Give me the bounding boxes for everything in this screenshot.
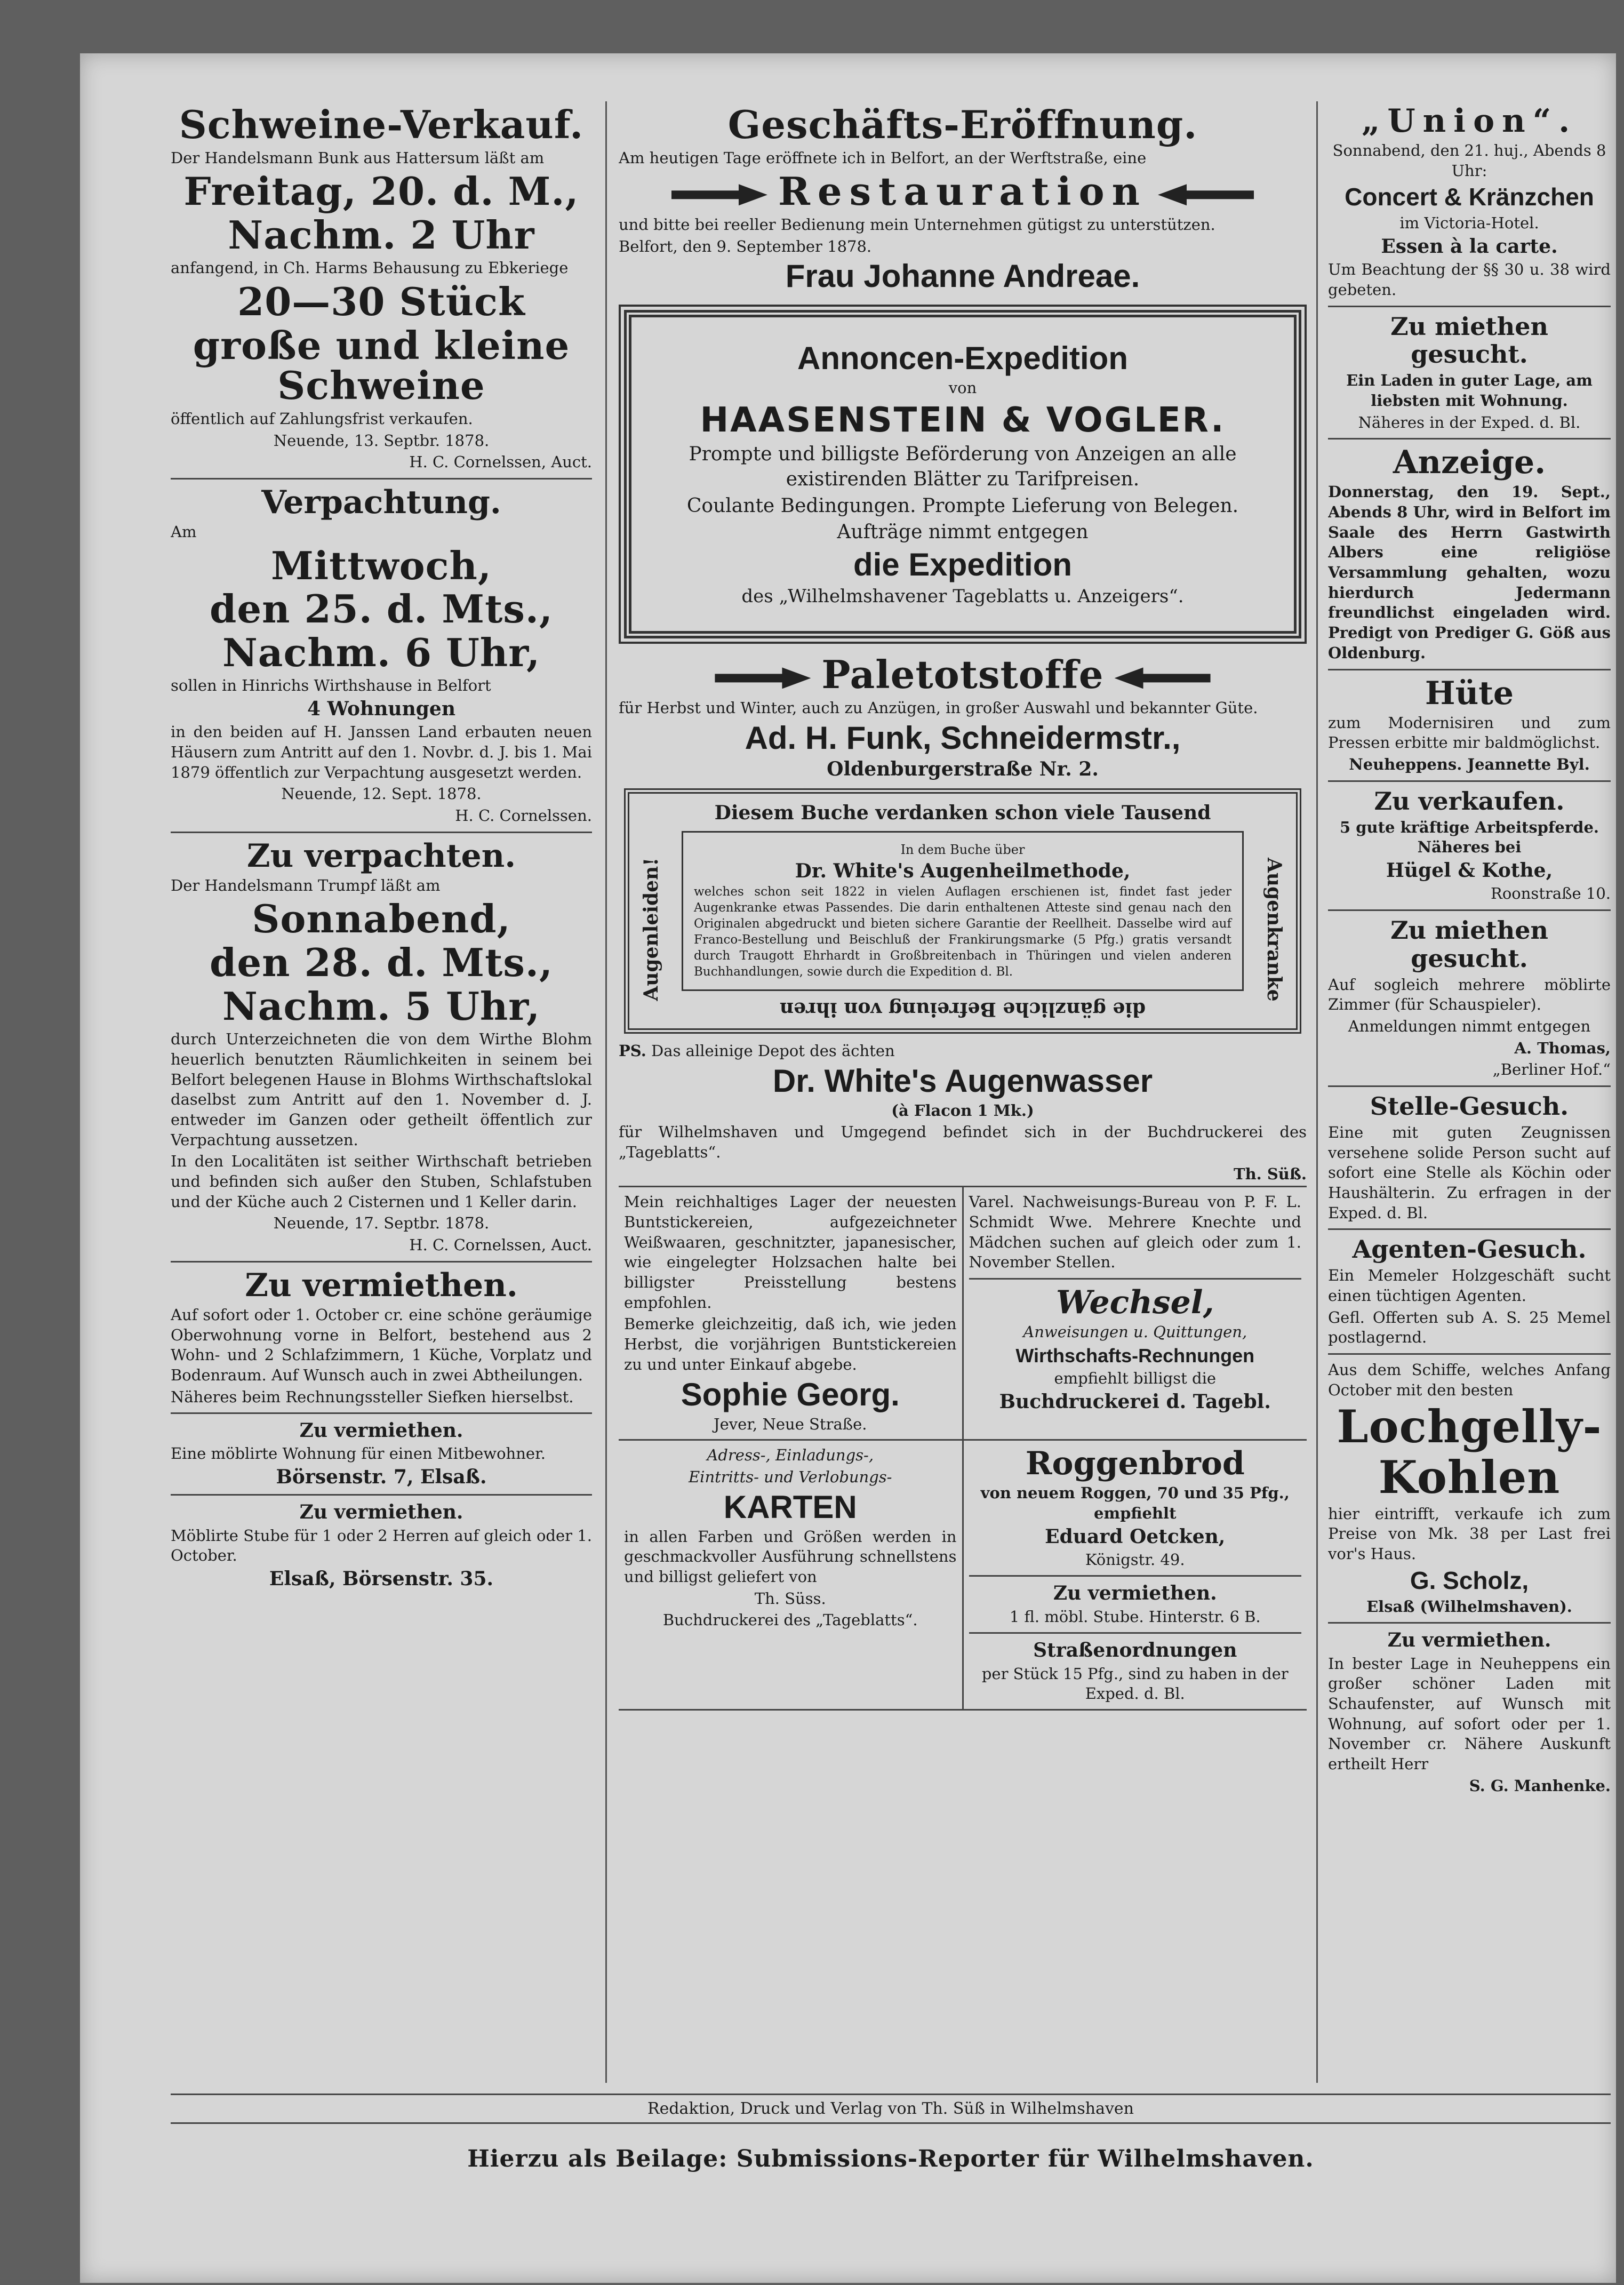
ad-dateline: Belfort, den 9. September 1878. [619, 237, 872, 255]
ad-signature: H. C. Cornelssen, Auct. [409, 453, 592, 472]
ad-time: Nachm. 2 Uhr [228, 212, 535, 258]
ad-zu-vermiethen-3 [171, 1501, 592, 1591]
ad-expedition: die Expedition [853, 547, 1073, 583]
page-footer [171, 2094, 1611, 2172]
divider [171, 478, 592, 480]
pointing-hand-icon [1115, 667, 1211, 689]
ad-address: Jever, Neue Straße. [714, 1415, 867, 1433]
pointing-hand-icon [1158, 184, 1254, 205]
ad-restaurant [619, 171, 1307, 212]
ps-label: PS. [619, 1041, 646, 1060]
ad-address: Elsaß (Wilhelmshaven). [1366, 1597, 1572, 1616]
ad-text: sollen in Hinrichs Wirthshause in Belfort [171, 676, 491, 695]
ad-event: Concert & Kränzchen [1345, 183, 1594, 211]
ad-count: 20—30 Stück [237, 279, 525, 325]
ad-text: Wirthschafts-Rechnungen [1015, 1344, 1255, 1367]
ad-title: Roggenbrod [1025, 1445, 1245, 1483]
ad-title: KARTEN [723, 1489, 857, 1525]
ad-zu-vermiethen-2 [171, 1419, 592, 1489]
ad-title: Wechsel, [1056, 1284, 1214, 1322]
book-title: Dr. White's Augenheilmethode, [795, 860, 1131, 883]
ad-text: Donnerstag, den 19. Sept., Abends 8 Uhr, wird in Belfort im Saale des Herrn Gastwirth Albers eine religiöse Versammlung gehalten, wozu hierdurch Jedermann freundlichst eingeladen wird. Predigt von Prediger G. Göß aus Oldenburg. [1328, 483, 1611, 662]
ad-text: In den Localitäten ist seither Wirthschaft betrieben und befinden sich außer den Stuben, Schlafstuben und der Küche auch 2 Cisternen und 1 Keller darin. [171, 1152, 592, 1211]
ad-address: Elsaß, Börsenstr. 35. [269, 1567, 494, 1590]
ad-text: empfiehlt billigst die [1054, 1369, 1217, 1387]
ad-title: Zu verpachten. [246, 837, 516, 875]
ad-text: Varel. Nachweisungs-Bureau von P. F. L. Schmidt Wwe. Mehrere Knechte und Mädchen suchen auf gleich oder zum 1. November Stellen. [969, 1193, 1301, 1272]
ad-title: Anzeige. [1393, 444, 1546, 482]
firm-name: HAASENSTEIN & VOGLER. [700, 400, 1226, 440]
ad-text: Auf sogleich mehrere möblirte Zimmer (für Schauspieler). [1328, 975, 1611, 1014]
ad-address: Königstr. 49. [1085, 1550, 1185, 1569]
ad-union [1328, 103, 1611, 300]
ad-text: durch Unterzeichneten die von dem Wirthe Blohm heuerlich benutzten Räumlichkeiten in seinem bei Belfort belegenen Hause in Blohms Wirthschaftslokal daselbst zum Antritt auf den 1. November d. J. entweder im Ganzen oder getheilt öffentlich zur Verpachtung aussetzen. [171, 1030, 592, 1149]
ad-text: im Victoria-Hotel. [1399, 214, 1539, 233]
ad-title: Zu verkaufen. [1374, 786, 1565, 816]
ad-text: für Wilhelmshaven und Umgegend befindet sich in der Buchdruckerei des „Tageblatts“. [619, 1123, 1307, 1161]
ad-time: Nachm. 6 Uhr, [222, 629, 541, 675]
ad-item: große und kleine Schweine [193, 322, 570, 409]
pointing-hand-icon [671, 184, 767, 205]
ad-stelle-gesuch [1328, 1092, 1611, 1223]
ad-huete [1328, 676, 1611, 775]
ad-title: Zu vermiethen. [1053, 1582, 1217, 1605]
ad-title: Annoncen-Expedition [797, 340, 1128, 377]
ad-text: Auf sofort oder 1. October cr. eine schöne geräumige Oberwohnung vorne in Belfort, bestehend aus 2 Wohn- und 2 Schlafzimmern, 1 Küche, Vorplatz und Bodenraum. Auf Wunsch auch in zwei Abtheilungen. [171, 1305, 592, 1384]
ad-title: Hüte [1425, 674, 1514, 712]
box-top-text: Diesem Buche verdanken schon viele Tausend [714, 801, 1211, 824]
ad-text: In dem Buche über [900, 842, 1025, 857]
divider [969, 1278, 1302, 1280]
ad-text: Adress-, Einladungs-, [707, 1446, 874, 1465]
ad-text: Näheres in der Exped. d. Bl. [1358, 413, 1581, 432]
ad-address: Roonstraße 10. [1491, 884, 1611, 903]
divider [1328, 1085, 1611, 1087]
divider [969, 1632, 1302, 1634]
ad-varel [962, 1187, 1307, 1439]
ad-roggenbrod [962, 1441, 1307, 1709]
ps-text: Das alleinige Depot des ächten [651, 1041, 895, 1060]
ad-text: Sonnabend, den 21. huj., Abends 8 Uhr: [1332, 141, 1606, 180]
ad-address: Oldenburgerstraße Nr. 2. [827, 757, 1099, 780]
ad-signature: H. C. Cornelssen, Auct. [409, 1236, 592, 1255]
ad-text: Prompte und billigste Beförderung von Anzeigen an alle existirenden Blätter zu Tarifpreisen. [689, 443, 1237, 490]
ad-row-karten-roggen [619, 1441, 1307, 1711]
column-right [1328, 101, 1611, 2283]
ad-title: Zu miethen gesucht. [1390, 311, 1548, 369]
ad-text: Essen à la carte. [1381, 235, 1558, 258]
ad-signature: Neuheppens. Jeannette Byl. [1349, 755, 1590, 773]
ad-text: Aus dem Schiffe, welches Anfang October mit den besten [1328, 1360, 1611, 1399]
ad-title: Zu vermiethen. [299, 1419, 463, 1442]
imprint: Redaktion, Druck und Verlag von Th. Süß in Wilhelmshaven [171, 2094, 1611, 2124]
ad-dateline: Neuende, 12. Sept. 1878. [281, 785, 482, 803]
ad-text: Am heutigen Tage eröffnete ich in Belfort, an der Werftstraße, eine [619, 148, 1147, 167]
ad-signature: Ad. H. Funk, Schneidermstr., [745, 720, 1181, 756]
ad-text: Ein Memeler Holzgeschäft sucht einen tüchtigen Agenten. [1328, 1266, 1611, 1305]
column-left [171, 101, 592, 2283]
ad-text: öffentlich auf Zahlungsfrist verkaufen. [171, 409, 473, 428]
divider [171, 1412, 592, 1414]
ad-verpachtung [171, 485, 592, 826]
ad-signature: Hügel & Kothe, [1386, 859, 1553, 882]
ad-signature: H. C. Cornelssen. [455, 806, 592, 825]
ad-text: Näheres beim Rechnungssteller Siefken hierselbst. [171, 1387, 574, 1406]
ad-text: per Stück 15 Pfg., sind zu haben in der Exped. d. Bl. [981, 1664, 1289, 1703]
ad-date: Freitag, 20. d. M., [183, 169, 579, 214]
ad-text: welches schon seit 1822 in vielen Auflagen erschienen ist, findet fast jeder Augenkranke etwas Passendes. Die darin enthaltenen Atteste sind genau nach den Originalen abgedruckt und bieten sichere Garantie der Reellheit. Dasselbe wird auf Franco-Bestellung und Beischluß der Frankirungsmarke (5 Pfg.) gratis versandt durch Traugott Ehrhardt in Großbreitenbach in Thüringen und vielen anderen Buchhandlungen, sowie durch die Expedition d. Bl. [694, 885, 1231, 979]
ad-row-sophie-varel [619, 1186, 1307, 1441]
divider [1328, 1353, 1611, 1355]
ad-title: „Union“. [1361, 102, 1578, 140]
ad-title: Agenten-Gesuch. [1352, 1235, 1587, 1264]
ad-address: „Berliner Hof.“ [1492, 1060, 1611, 1079]
ad-title: Stelle-Gesuch. [1370, 1091, 1569, 1121]
ad-text: des „Wilhelmshavener Tageblatts u. Anzeigers“. [741, 586, 1184, 608]
divider [171, 1261, 592, 1263]
ad-text: anfangend, in Ch. Harms Behausung zu Ebkeriege [171, 259, 569, 277]
ad-dateline: Neuende, 13. Septbr. 1878. [273, 431, 490, 450]
ad-text: in allen Farben und Größen werden in geschmackvoller Ausführung schnellstens und billigst geliefert von [624, 1527, 957, 1586]
ad-text: von [948, 379, 977, 397]
divider [1328, 780, 1611, 782]
ad-text: Aufträge nimmt entgegen [837, 521, 1089, 544]
ad-text: In bester Lage in Neuheppens ein großer schöner Laden mit Schaufenster, auf Wunsch mit Wohnung, auf sofort oder per 1. November cr. Nähere Auskunft ertheilt Herr [1328, 1654, 1611, 1773]
ad-augenwasser [619, 1041, 1307, 1184]
ad-zu-miethen-gesucht-1 [1328, 313, 1611, 433]
ad-title: Kohlen [1378, 1450, 1561, 1504]
divider [969, 1575, 1302, 1577]
ad-signature: A. Thomas, [1514, 1038, 1611, 1057]
ad-text: Coulante Bedingungen. Prompte Lieferung von Belegen. [686, 494, 1239, 517]
ad-sophie-georg [619, 1187, 962, 1439]
ad-title: Schweine-Verkauf. [179, 102, 584, 147]
ad-text: von neuem Roggen, 70 und 35 Pfg., empfiehlt [980, 1484, 1290, 1522]
box-bottom-text: die gänzliche Befreiung von ihren [779, 997, 1146, 1020]
restaurant-label: Restauration [778, 169, 1147, 214]
pointing-hand-icon [715, 667, 811, 689]
ad-signature: G. Scholz, [1410, 1566, 1529, 1594]
divider [1328, 669, 1611, 670]
ad-text: Um Beachtung der §§ 30 u. 38 wird gebeten. [1328, 260, 1611, 299]
ad-date: den 28. d. Mts., [210, 940, 553, 986]
ad-text: Eintritts- und Verlobungs- [689, 1467, 892, 1486]
ad-text: Anweisungen u. Quittungen, [1023, 1323, 1247, 1341]
box-right-text: Augenkranke [1263, 857, 1285, 1002]
ad-paletotstoffe [619, 654, 1307, 780]
supplement-note: Hierzu als Beilage: Submissions-Reporter für Wilhelmshaven. [467, 2145, 1314, 2172]
ad-zu-vermiethen-1 [171, 1268, 592, 1407]
ad-geschaefts-eroeffnung [619, 102, 1307, 294]
ad-title: Zu miethen gesucht. [1390, 915, 1548, 973]
divider [1328, 1228, 1611, 1230]
ad-signature: Eduard Oetcken, [1045, 1525, 1226, 1548]
ad-title: Straßenordnungen [1033, 1639, 1237, 1662]
ad-zu-vermiethen-5 [1328, 1629, 1611, 1796]
newspaper-page [80, 53, 1616, 2283]
ad-title: Zu vermiethen. [299, 1501, 463, 1524]
ad-text: für Herbst und Winter, auch zu Anzügen, in großer Auswahl und bekannter Güte. [619, 698, 1258, 717]
ad-text: Möblirte Stube für 1 oder 2 Herren auf gleich oder 1. October. [171, 1526, 592, 1565]
ad-agenten-gesuch [1328, 1235, 1611, 1348]
ad-text: Ein Laden in guter Lage, am liebsten mit Wohnung. [1346, 371, 1593, 410]
ad-title: Zu vermiethen. [245, 1266, 518, 1304]
ad-karten [619, 1441, 962, 1709]
ad-text: Bemerke gleichzeitig, daß ich, wie jeden Herbst, die vorjährigen Buntstickereien zu und unter Einkauf abgebe. [624, 1315, 957, 1373]
ad-zu-miethen-gesucht-2 [1328, 916, 1611, 1080]
ad-title: Lochgelly- [1337, 1400, 1602, 1453]
ad-text: Gefl. Offerten sub A. S. 25 Memel postlagernd. [1328, 1308, 1611, 1347]
ad-signature: Sophie Georg. [681, 1376, 900, 1412]
product-name: Dr. White's Augenwasser [772, 1062, 1153, 1099]
ad-zu-verkaufen [1328, 787, 1611, 904]
column-rule [1316, 101, 1318, 2083]
ad-title: Zu vermiethen. [1387, 1629, 1551, 1652]
ad-subject: 4 Wohnungen [307, 698, 456, 721]
ad-text: in den beiden auf H. Janssen Land erbauten neuen Häusern zum Antritt auf den 1. Novbr. d. J. bis 1. Mai 1879 öffentlich zur Verpachtung ausgesetzt werden. [171, 723, 592, 781]
ad-text: hier eintrifft, verkaufe ich zum Preise von Mk. 38 per Last frei vor's Haus. [1328, 1504, 1611, 1563]
divider [1328, 1622, 1611, 1624]
ad-text: Der Handelsmann Trumpf läßt am [171, 876, 441, 894]
ad-lochgelly-kohlen [1328, 1360, 1611, 1617]
paletot-label: Paletotstoffe [821, 652, 1104, 698]
divider [1328, 438, 1611, 440]
ad-text: Mein reichhaltiges Lager der neuesten Buntstickereien, aufgezeichneter Weißwaaren, geschnitzter, japanesischer, wie eingelegter Holzsachen halte bei billigster Preisstellung bestens empfohlen. [624, 1193, 957, 1312]
divider [1328, 909, 1611, 911]
ad-text: 5 gute kräftige Arbeitspferde. Näheres bei [1339, 818, 1599, 857]
ad-signature: S. G. Manhenke. [1469, 1776, 1611, 1795]
ad-text: 1 fl. möbl. Stube. Hinterstr. 6 B. [1009, 1607, 1261, 1626]
ad-signature: Buchdruckerei d. Tagebl. [999, 1390, 1271, 1413]
ad-day: Sonnabend, [252, 896, 511, 942]
column-rule [605, 101, 607, 2083]
ad-title: Geschäfts-Eröffnung. [727, 102, 1198, 147]
ad-signature: Th. Süss. [754, 1589, 826, 1608]
box-left-text: Augenleiden! [640, 857, 662, 1001]
ad-day: Mittwoch, [271, 542, 492, 588]
ad-text: Eine möblirte Wohnung für einen Mitbewohner. [171, 1444, 546, 1463]
product-price: (à Flacon 1 Mk.) [891, 1101, 1034, 1120]
divider [171, 832, 592, 833]
ad-text [619, 1041, 1307, 1061]
ad-date: den 25. d. Mts., [210, 586, 553, 632]
ad-address: Börsenstr. 7, Elsaß. [276, 1466, 487, 1489]
ad-text: Der Handelsmann Bunk aus Hattersum läßt am [171, 148, 545, 167]
ad-annoncen-expedition [624, 310, 1301, 638]
column-middle [619, 101, 1307, 2283]
ad-signature: Frau Johanne Andreae. [785, 258, 1140, 294]
ad-text: Eine mit guten Zeugnissen versehene solide Person sucht auf sofort eine Stelle als Köchin oder Haushälterin. Zu erfragen in der Exped. d. Bl. [1328, 1123, 1611, 1222]
ad-text: Buchdruckerei des „Tageblatts“. [662, 1611, 918, 1629]
ad-dateline: Neuende, 17. Septbr. 1878. [273, 1214, 490, 1233]
box-inner [682, 831, 1244, 991]
divider [1328, 306, 1611, 307]
ad-text: Anmeldungen nimmt entgegen [1348, 1017, 1591, 1035]
ad-text: und bitte bei reeller Bedienung mein Unternehmen gütigst zu unterstützen. [619, 215, 1215, 234]
ad-dr-white [624, 788, 1301, 1034]
ad-time: Nachm. 5 Uhr, [222, 983, 541, 1029]
ad-signature: Th. Süß. [1233, 1164, 1307, 1183]
ad-title [619, 652, 1307, 698]
ad-text: zum Modernisiren und zum Pressen erbitte mir baldmöglichst. [1328, 713, 1611, 752]
ad-zu-verpachten [171, 838, 592, 1256]
ad-anzeige [1328, 445, 1611, 663]
ad-schweine-verkauf [171, 102, 592, 473]
divider [171, 1494, 592, 1496]
ad-title: Verpachtung. [261, 484, 501, 521]
ad-text: Am [171, 523, 197, 541]
